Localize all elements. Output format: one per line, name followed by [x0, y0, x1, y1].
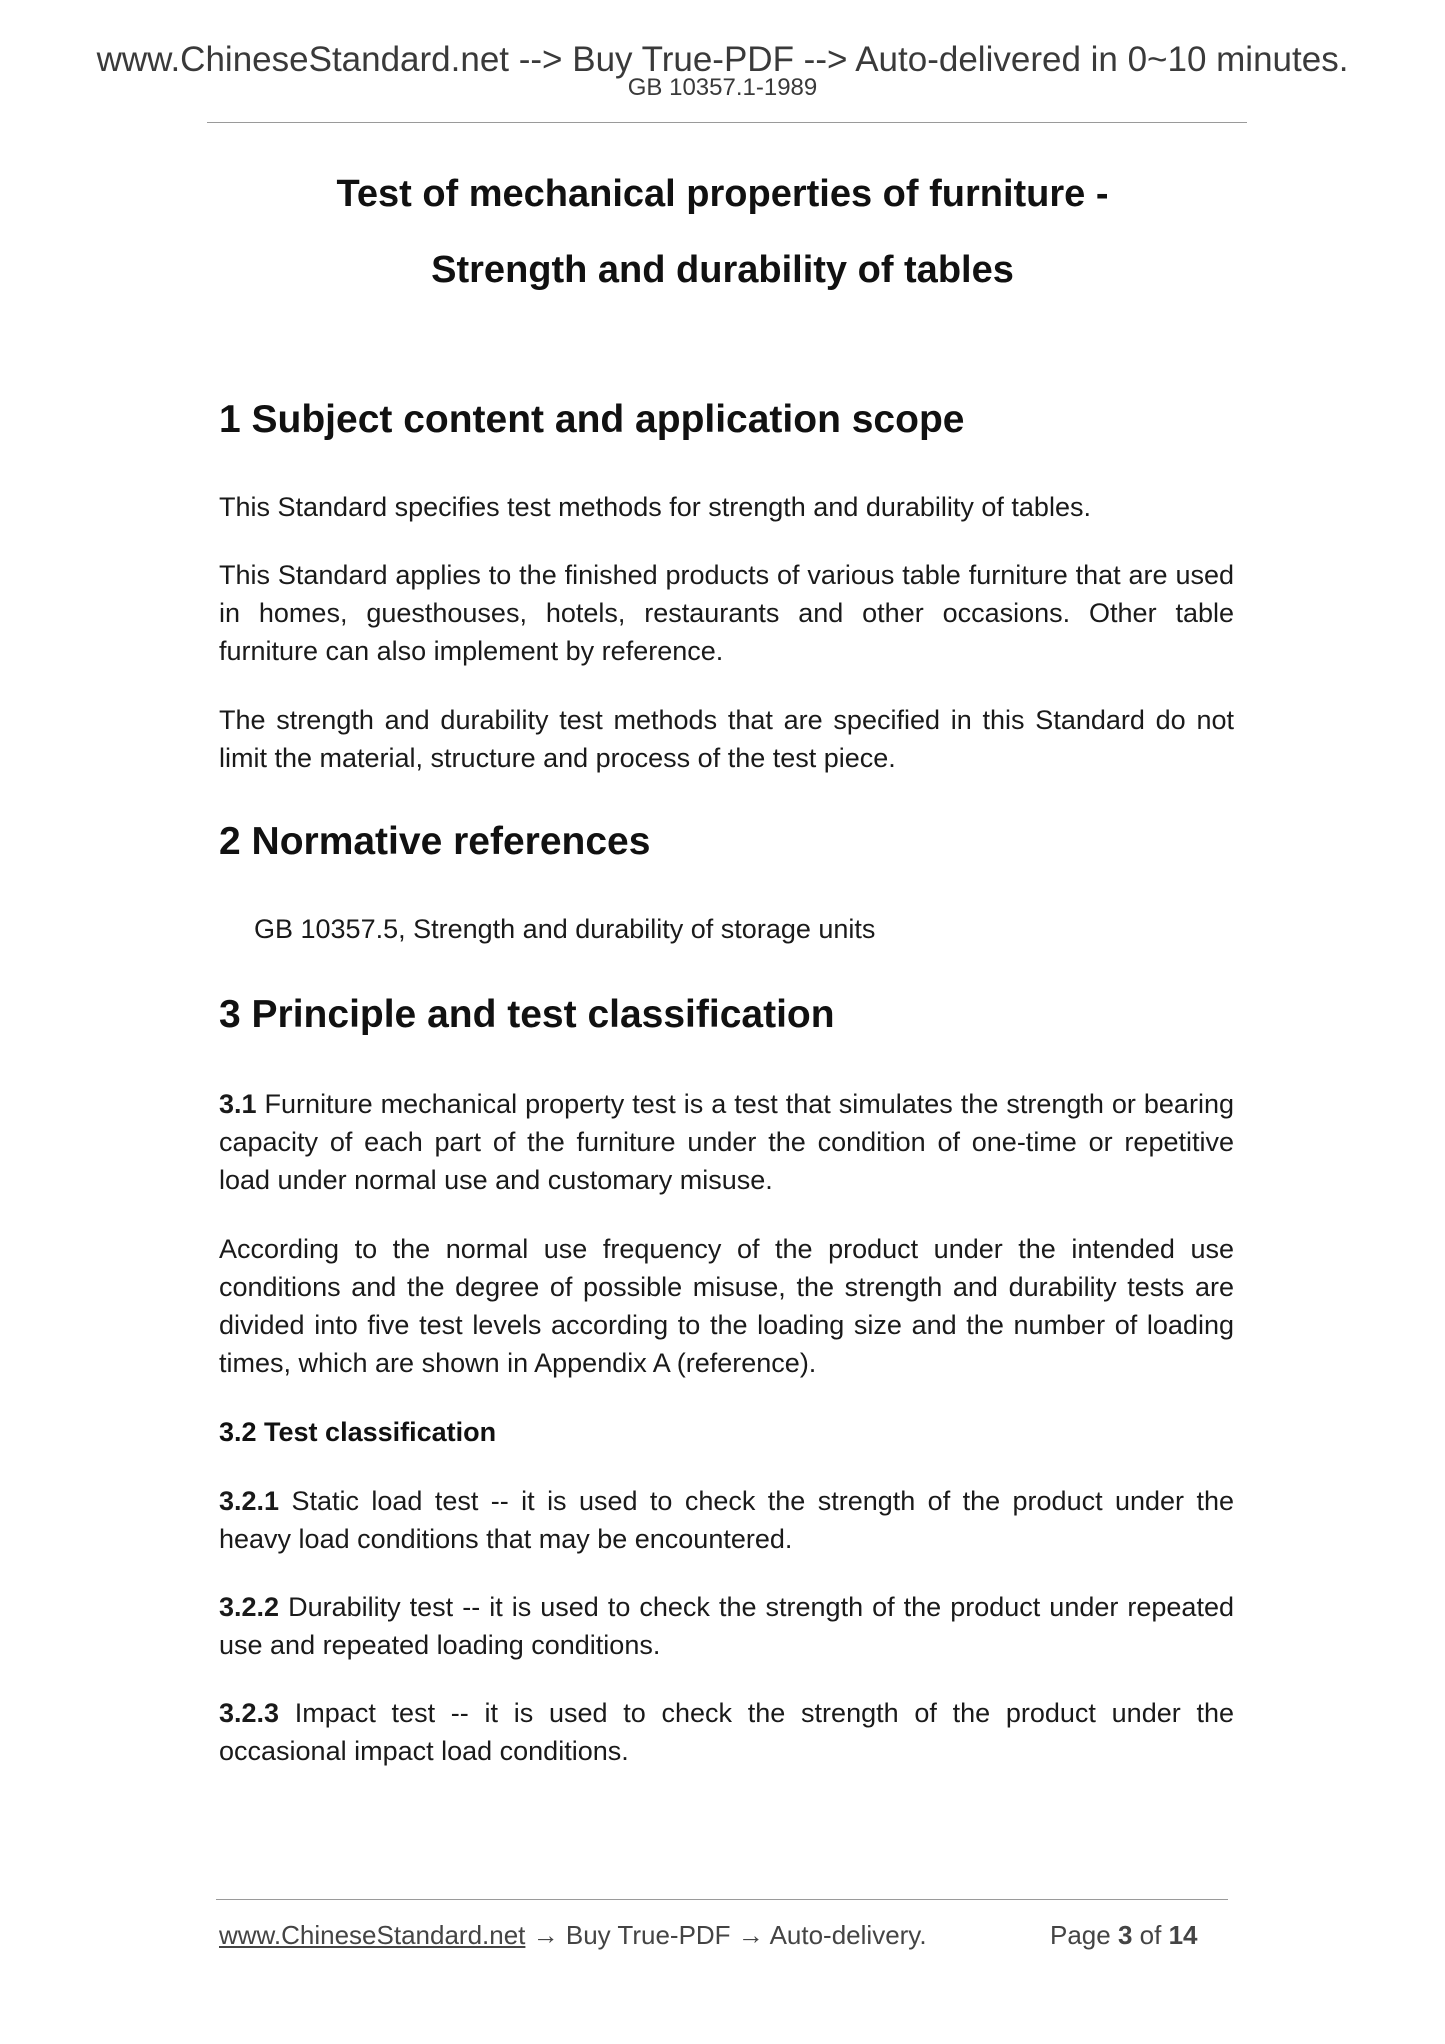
clause-3-2-1	[219, 1482, 1234, 1558]
header-banner: www.ChineseStandard.net --> Buy True-PDF --> Auto-delivered in 0~10 minutes.	[96, 40, 1349, 79]
clause-3-2-2-number: 3.2.2	[219, 1592, 280, 1622]
footer-site-link[interactable]: www.ChineseStandard.net	[219, 1920, 526, 1950]
section-3-heading: 3 Principle and test classification	[219, 993, 835, 1036]
clause-3-2-heading: 3.2 Test classification	[219, 1417, 497, 1447]
footer-divider	[216, 1899, 1228, 1900]
clause-3-2-2-text: Durability test -- it is used to check the strength of the product under repeated use and repeated loading conditions.	[219, 1592, 1234, 1660]
clause-3-1-text: Furniture mechanical property test is a test that simulates the strength or bearing capacity of each part of the furniture under the condition of one-time or repetitive load under normal use and customary misuse.	[219, 1089, 1234, 1195]
section-1-paragraph-2: This Standard applies to the finished products of various table furniture that are used in homes, guesthouses, hotels, restaurants and other occasions. Other table furniture can also implement by reference.	[219, 560, 1234, 666]
clause-3-2-2	[219, 1588, 1234, 1664]
document-title-line-1: Test of mechanical properties of furniture -	[336, 173, 1109, 215]
section-1-paragraph-3: The strength and durability test methods that are specified in this Standard do not limit the material, structure and process of the test piece.	[219, 705, 1234, 773]
normative-reference-item: GB 10357.5, Strength and durability of storage units	[254, 914, 876, 944]
current-page-number: 3	[1117, 1920, 1133, 1950]
total-page-count: 14	[1168, 1920, 1198, 1950]
section-1-paragraph-1: This Standard specifies test methods for strength and durability of tables.	[219, 492, 1091, 522]
clause-3-1	[219, 1085, 1234, 1199]
header-divider	[207, 122, 1247, 123]
clause-3-2-1-number: 3.2.1	[219, 1486, 280, 1516]
footer-promo	[219, 1919, 927, 1951]
page-label: Page	[1050, 1920, 1111, 1950]
section-1-heading: 1 Subject content and application scope	[219, 398, 965, 441]
page-of-label: of	[1139, 1920, 1162, 1950]
section-2-heading: 2 Normative references	[219, 820, 651, 863]
standard-code: GB 10357.1-1989	[627, 74, 818, 101]
page-indicator	[1050, 1919, 1198, 1951]
clause-3-2-3	[219, 1694, 1234, 1770]
clause-3-2-3-number: 3.2.3	[219, 1698, 280, 1728]
document-title-line-2: Strength and durability of tables	[431, 249, 1014, 291]
clause-3-2-3-text: Impact test -- it is used to check the strength of the product under the occasional impact load conditions.	[219, 1698, 1234, 1766]
clause-3-2-1-text: Static load test -- it is used to check the strength of the product under the heavy load conditions that may be encountered.	[219, 1486, 1234, 1554]
clause-3-1-number: 3.1	[219, 1089, 257, 1119]
footer-promo-text: → Buy True-PDF → Auto-delivery.	[525, 1920, 927, 1950]
clause-3-1-paragraph-2: According to the normal use frequency of the product under the intended use conditions and the degree of possible misuse, the strength and durability tests are divided into five test levels according to the loading size and the number of loading times, which are shown in Appendix A (reference).	[219, 1234, 1234, 1378]
